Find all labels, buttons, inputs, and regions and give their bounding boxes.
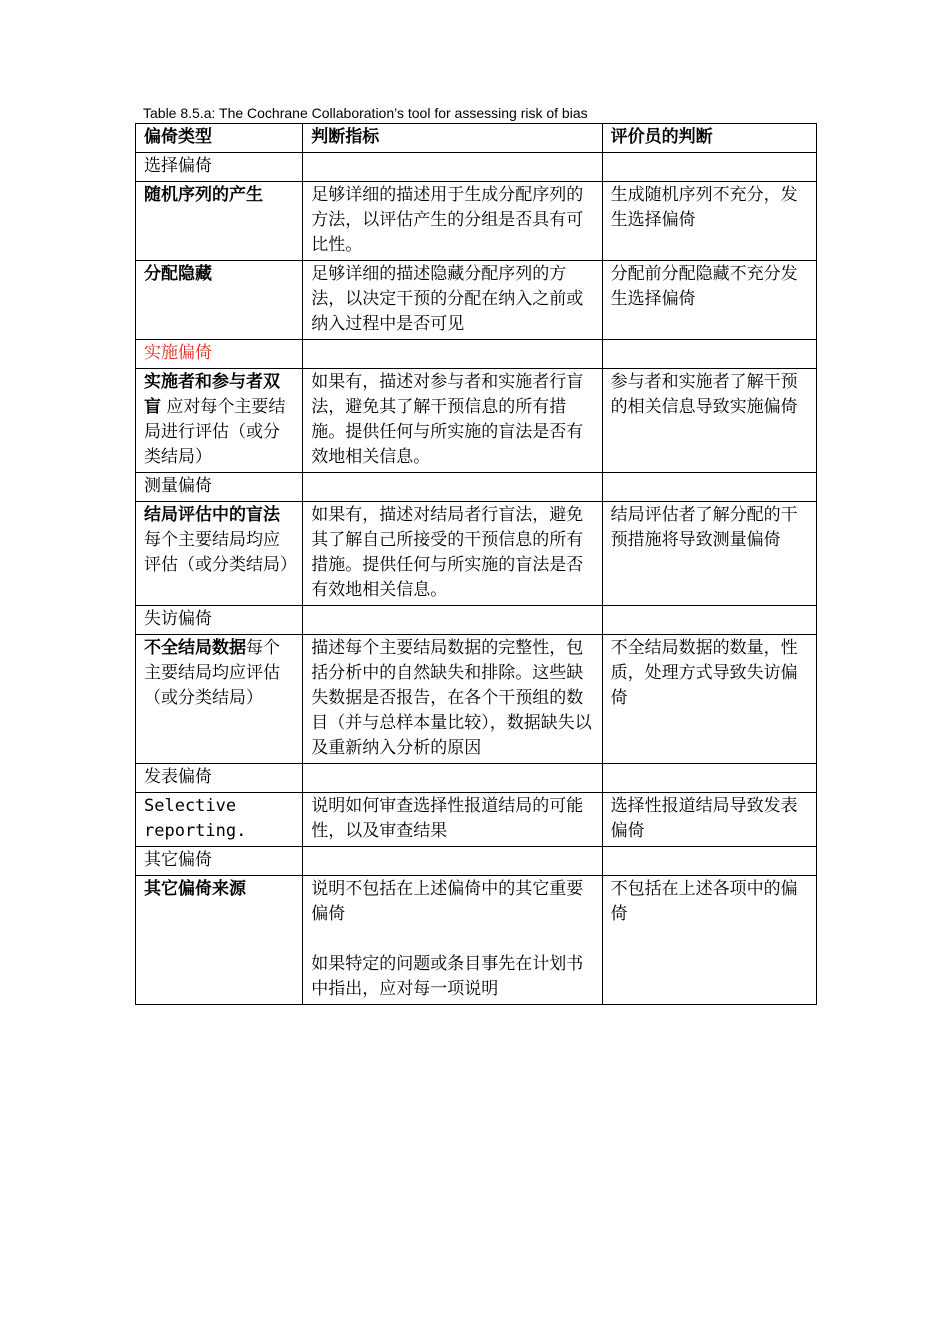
judgement-cell: 不全结局数据的数量，性质，处理方式导致失访偏倚	[602, 635, 816, 764]
table-row	[136, 182, 817, 261]
table-row	[136, 876, 817, 1005]
domain-cell	[136, 502, 303, 606]
risk-of-bias-table	[135, 123, 817, 1005]
header-criteria: 判断指标	[303, 124, 602, 153]
domain-note: 每个主要结局均应评估（或分类结局）	[144, 638, 280, 708]
judgement-cell: 分配前分配隐藏不充分发生选择偏倚	[602, 261, 816, 340]
empty-cell	[602, 153, 816, 182]
table-row	[136, 793, 817, 847]
criteria-cell: 足够详细的描述隐藏分配序列的方法，以决定干预的分配在纳入之前或纳入过程中是否可见	[303, 261, 602, 340]
table-header-row	[136, 124, 817, 153]
criteria-cell: 如果有，描述对结局者行盲法，避免其了解自己所接受的干预信息的所有措施。提供任何与所实施的盲法是否有效地相关信息。	[303, 502, 602, 606]
judgement-cell: 选择性报道结局导致发表偏倚	[602, 793, 816, 847]
domain-note: 应对每个主要结局进行评估（或分类结局）	[144, 397, 286, 467]
category-label: 实施偏倚	[136, 340, 303, 369]
table-row	[136, 261, 817, 340]
empty-cell	[303, 764, 602, 793]
judgement-cell: 生成随机序列不充分，发生选择偏倚	[602, 182, 816, 261]
domain-title: 实施者和参与者双盲	[144, 372, 280, 417]
header-judgement: 评价员的判断	[602, 124, 816, 153]
judgement-cell: 不包括在上述各项中的偏倚	[602, 876, 816, 1005]
empty-cell	[602, 473, 816, 502]
category-label: 发表偏倚	[136, 764, 303, 793]
domain-title: 分配隐藏	[136, 261, 303, 340]
header-bias-type: 偏倚类型	[136, 124, 303, 153]
empty-cell	[303, 473, 602, 502]
criteria-cell: 足够详细的描述用于生成分配序列的方法，以评估产生的分组是否具有可比性。	[303, 182, 602, 261]
criteria-cell: 说明如何审查选择性报道结局的可能性，以及审查结果	[303, 793, 602, 847]
table-row	[136, 369, 817, 473]
domain-cell	[136, 369, 303, 473]
domain-title: 不全结局数据	[144, 638, 246, 658]
empty-cell	[303, 847, 602, 876]
table-row	[136, 502, 817, 606]
table-row	[136, 340, 817, 369]
table-row	[136, 635, 817, 764]
judgement-cell: 参与者和实施者了解干预的相关信息导致实施偏倚	[602, 369, 816, 473]
empty-cell	[303, 340, 602, 369]
category-label: 测量偏倚	[136, 473, 303, 502]
paragraph-spacer	[311, 927, 593, 952]
table-row	[136, 153, 817, 182]
empty-cell	[602, 764, 816, 793]
table-row	[136, 764, 817, 793]
empty-cell	[303, 153, 602, 182]
category-label: 其它偏倚	[136, 847, 303, 876]
domain-title: Selective reporting.	[136, 793, 303, 847]
criteria-cell	[303, 876, 602, 1005]
domain-title: 随机序列的产生	[136, 182, 303, 261]
domain-title: 结局评估中的盲法	[144, 505, 280, 525]
domain-cell	[136, 635, 303, 764]
table-caption: Table 8.5.a: The Cochrane Collaboration’s tool for assessing risk of bias	[143, 105, 588, 121]
table-row	[136, 473, 817, 502]
category-label: 选择偏倚	[136, 153, 303, 182]
empty-cell	[602, 847, 816, 876]
empty-cell	[602, 606, 816, 635]
criteria-cell: 如果有，描述对参与者和实施者行盲法，避免其了解干预信息的所有措施。提供任何与所实施的盲法是否有效地相关信息。	[303, 369, 602, 473]
domain-title: 其它偏倚来源	[136, 876, 303, 1005]
criteria-paragraph: 如果特定的问题或条目事先在计划书中指出，应对每一项说明	[311, 954, 584, 999]
empty-cell	[602, 340, 816, 369]
criteria-paragraph: 说明不包括在上述偏倚中的其它重要偏倚	[311, 879, 584, 924]
judgement-cell: 结局评估者了解分配的干预措施将导致测量偏倚	[602, 502, 816, 606]
criteria-cell: 描述每个主要结局数据的完整性，包括分析中的自然缺失和排除。这些缺失数据是否报告，在各个干预组的数目（并与总样本量比较），数据缺失以及重新纳入分析的原因	[303, 635, 602, 764]
table-row	[136, 606, 817, 635]
category-label: 失访偏倚	[136, 606, 303, 635]
table-row	[136, 847, 817, 876]
empty-cell	[303, 606, 602, 635]
domain-note: 每个主要结局均应评估（或分类结局）	[144, 530, 297, 575]
